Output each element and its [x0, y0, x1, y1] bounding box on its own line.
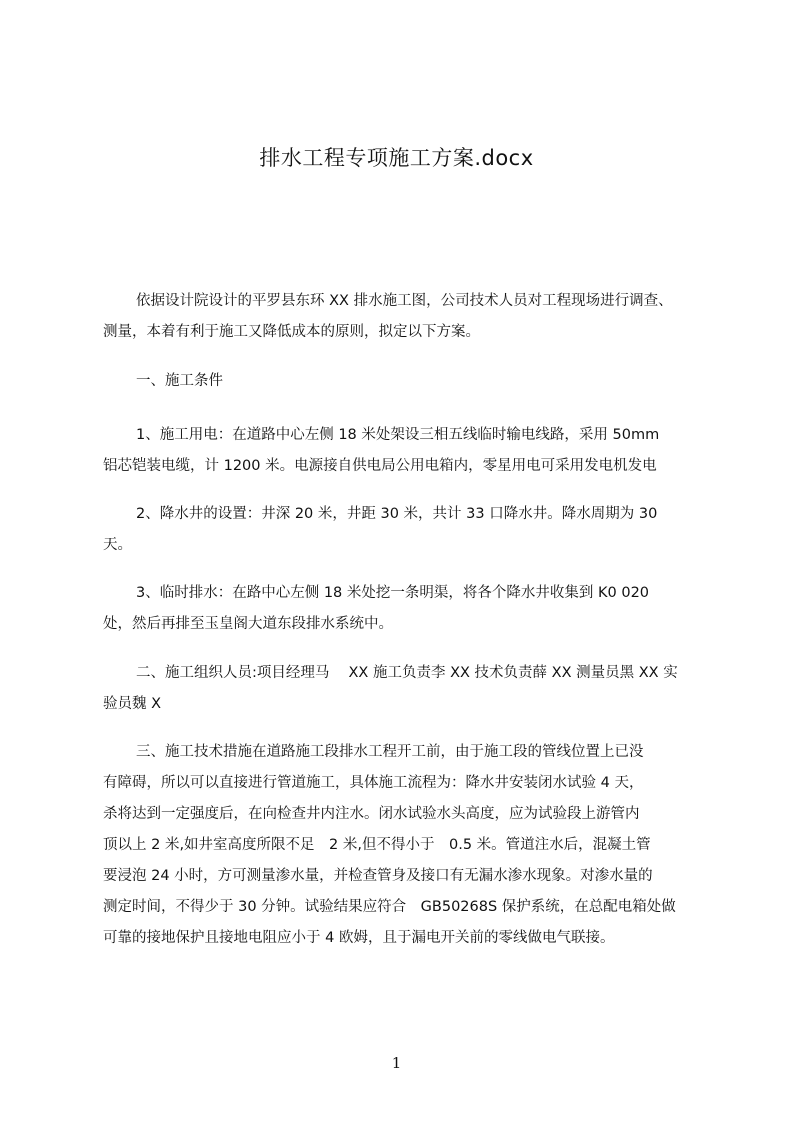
paragraph-line: 可靠的接地保护且接地电阻应小于 4 欧姆，且于漏电开关前的零线做电气联接。 [103, 930, 615, 946]
item-power-supply [103, 420, 697, 482]
section-heading: 一、施工条件 [136, 373, 223, 389]
item-dewatering-wells [103, 499, 697, 561]
paragraph-line: 三、施工技术措施在道路施工段排水工程开工前，由于施工段的管线位置上已没 [136, 744, 644, 760]
paragraph-line: 有障碍，所以可以直接进行管道施工，具体施工流程为：降水井安装闭水试验 4 天， [103, 775, 644, 791]
page-number: 1 [391, 1054, 402, 1072]
paragraph-line: 测定时间，不得少于 30 分钟。试验结果应符合 GB50268S 保护系统，在总配电箱处做 [103, 899, 676, 915]
paragraph-line: 2、降水井的设置：井深 20 米，井距 30 米，共计 33 口降水井。降水周期为 30 [136, 506, 658, 522]
paragraph-line: 铝芯铠装电缆，计 1200 米。电源接自供电局公用电箱内，零星用电可采用发电机发电 [103, 458, 657, 474]
paragraph-line: 验员魏 X [103, 696, 162, 712]
paragraph-line: 依据设计院设计的平罗县东环 XX 排水施工图，公司技术人员对工程现场进行调查、 [136, 293, 673, 309]
paragraph-line: 处，然后再排至玉皇阁大道东段排水系统中。 [103, 616, 393, 632]
paragraph-line: 天。 [103, 537, 132, 553]
paragraph-line: 杀将达到一定强度后，在向检查井内注水。闭水试验水头高度，应为试验段上游管内 [103, 806, 640, 822]
document-title: 排水工程专项施工方案.docx [259, 146, 534, 170]
paragraph-line: 要浸泡 24 小时，方可测量渗水量，并检查管身及接口有无漏水渗水现象。对渗水量的 [103, 868, 653, 884]
section-organization-staff [103, 658, 697, 720]
section-heading-conditions [103, 366, 697, 397]
paragraph-line: 二、施工组织人员:项目经理马 XX 施工负责李 XX 技术负责薛 XX 测量员黑 XX 实 [136, 665, 678, 681]
paragraph-line: 测量，本着有利于施工又降低成本的原则，拟定以下方案。 [103, 324, 480, 340]
paragraph-line: 3、临时排水：在路中心左侧 18 米处挖一条明渠，将各个降水井收集到 K0 020 [136, 585, 650, 601]
section-technical-measures [103, 737, 697, 954]
item-temporary-drainage [103, 578, 697, 640]
paragraph-line: 1、施工用电：在道路中心左侧 18 米处架设三相五线临时输电线路，采用 50mm [136, 427, 660, 443]
paragraph-line: 顶以上 2 米,如井室高度所限不足 2 米,但不得小于 0.5 米。管道注水后，混凝土管 [103, 837, 651, 853]
intro-paragraph [103, 286, 697, 348]
